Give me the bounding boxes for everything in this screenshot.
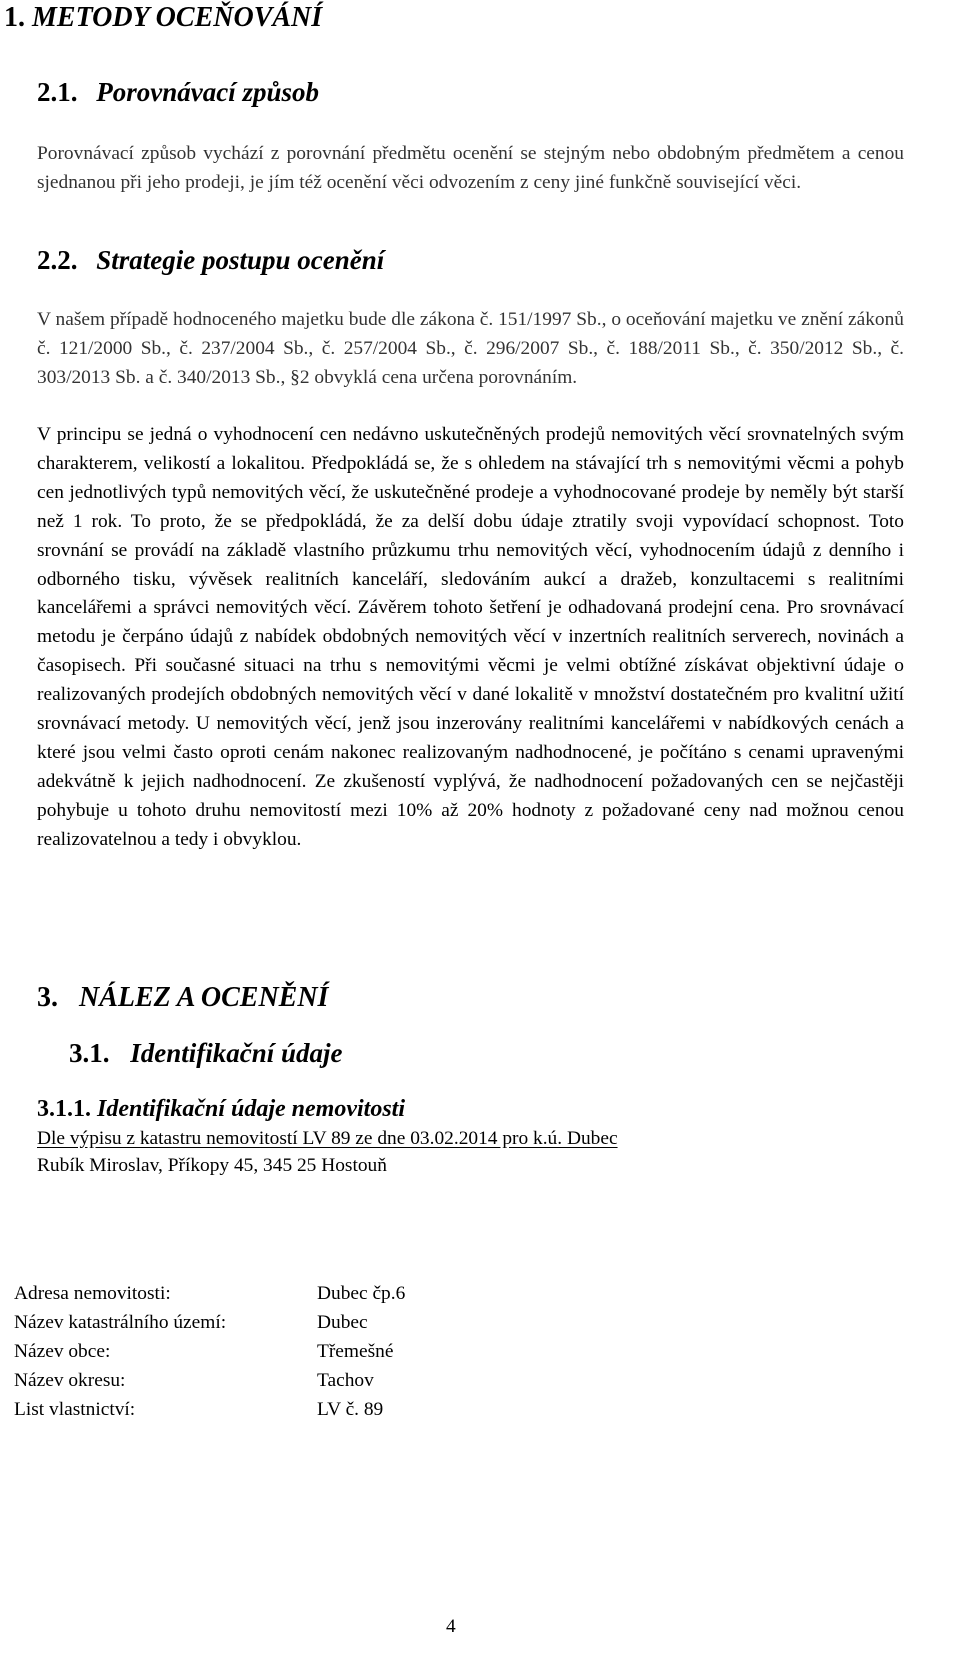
heading-number: 1. [4, 2, 25, 33]
heading-title: Identifikační údaje nemovitosti [97, 1096, 406, 1122]
heading-title: METODY OCEŇOVÁNÍ [32, 2, 323, 33]
table-row [14, 1341, 405, 1370]
heading-title: Porovnávací způsob [96, 77, 319, 107]
heading-number: 2.2. [37, 245, 78, 275]
identification-label: List vlastnictví: [14, 1399, 136, 1420]
heading-number: 3.1.1. [37, 1096, 91, 1122]
heading-number: 2.1. [37, 77, 78, 107]
heading-title: Identifikační údaje [130, 1038, 343, 1068]
heading-title: Strategie postupu ocenění [96, 245, 385, 275]
heading-number: 3. [37, 982, 58, 1013]
identification-label: Název katastrálního území: [14, 1312, 227, 1333]
heading-porovnavaci-zpusob [37, 77, 319, 108]
paragraph-strategie-princip: V principu se jedná o vyhodnocení cen nedávno uskutečněných prodejů nemovitých věcí srovnatelných svým charakterem, velikostí a lokalitou. Předpokládá se, že s ohledem na stávající trh s nemovitými věcmi a pohyb cen jednotlivých typů nemovitých věcí, že uskutečněné prodeje a vyhodnocované prodeje by neměly být starší než 1 rok. To proto, že se předpokládá, že za delší dobu údaje ztratily svoji vypovídací schopnost. Toto srovnání se provádí na základě vlastního průzkumu trhu nemovitých věcí, vyhodnocením údajů z denního i odborného tisku, vývěsek realitních kanceláří, sledováním aukcí a dražeb, konzultacemi s realitními kancelářemi a správci nemovitých věcí. Závěrem tohoto šetření je odhadovaná prodejní cena. Pro srovnávací metodu je čerpáno údajů z nabídek obdobných nemovitých věcí v inzertních realitních serverech, novinách a časopisech. Při současné situaci na trhu s nemovitými věcmi je velmi obtížné získávat objektivní údaje o realizovaných prodejích obdobných nemovitých věcí v dané lokalitě v množství dostatečném pro kvalitní užití srovnávací metody. U nemovitých věcí, jenž jsou inzerovány realitními kancelářemi v nabídkových cenách a které jsou velmi často oproti cenám nakonec realizovaným nadhodnocené, je počítáno s cenami upravenými adekvátně k jejich nadhodnocení. Ze zkušeností vyplývá, že nadhodnocení požadovaných cen se nejčastěji pohybuje u tohoto druhu nemovitostí mezi 10% až 20% hodnoty z požadované ceny nad možnou cenou realizovatelnou a tedy i obvyklou. [37, 424, 904, 850]
identification-label: Název obce: [14, 1341, 111, 1362]
owner-line: Rubík Miroslav, Příkopy 45, 345 25 Hostouň [37, 1155, 387, 1176]
identification-label: Adresa nemovitosti: [14, 1283, 171, 1304]
identification-value: LV č. 89 [317, 1399, 384, 1420]
heading-nalez-a-oceneni [37, 982, 328, 1014]
identification-value: Dubec čp.6 [317, 1283, 406, 1304]
page-number: 4 [446, 1616, 456, 1637]
identification-value: Tachov [317, 1370, 374, 1391]
identification-label: Název okresu: [14, 1370, 126, 1391]
heading-identifikacni-udaje-nemovitosti [37, 1096, 405, 1123]
identification-table [14, 1283, 405, 1428]
paragraph-porovnavaci-zpusob: Porovnávací způsob vychází z porovnání předmětu ocenění se stejným nebo obdobným předmětem a cenou sjednanou při jeho prodeji, je jím též ocenění věci odvozením z ceny jiné funkčně související věci. [37, 143, 904, 193]
table-row [14, 1312, 405, 1341]
table-row [14, 1283, 405, 1312]
heading-number: 3.1. [69, 1038, 110, 1068]
identification-value: Dubec [317, 1312, 368, 1333]
table-row [14, 1370, 405, 1399]
heading-strategie-postupu [37, 245, 384, 276]
table-row [14, 1399, 405, 1428]
identification-value: Třemešné [317, 1341, 394, 1362]
heading-metody-ocenovani [4, 2, 322, 34]
heading-identifikacni-udaje [69, 1038, 343, 1069]
heading-title: NÁLEZ A OCENĚNÍ [79, 982, 329, 1013]
katastr-source-line: Dle výpisu z katastru nemovitostí LV 89 ze dne 03.02.2014 pro k.ú. Dubec [37, 1128, 618, 1149]
paragraph-strategie-uvod: V našem případě hodnoceného majetku bude dle zákona č. 151/1997 Sb., o oceňování majetku ve znění zákonů č. 121/2000 Sb., č. 237/2004 Sb., č. 257/2004 Sb., č. 296/2007 Sb., č. 188/2011 Sb., č. 350/2012 Sb., č. 303/2013 Sb. a č. 340/2013 Sb., §2 obvyklá cena určena porovnáním. [37, 309, 904, 388]
